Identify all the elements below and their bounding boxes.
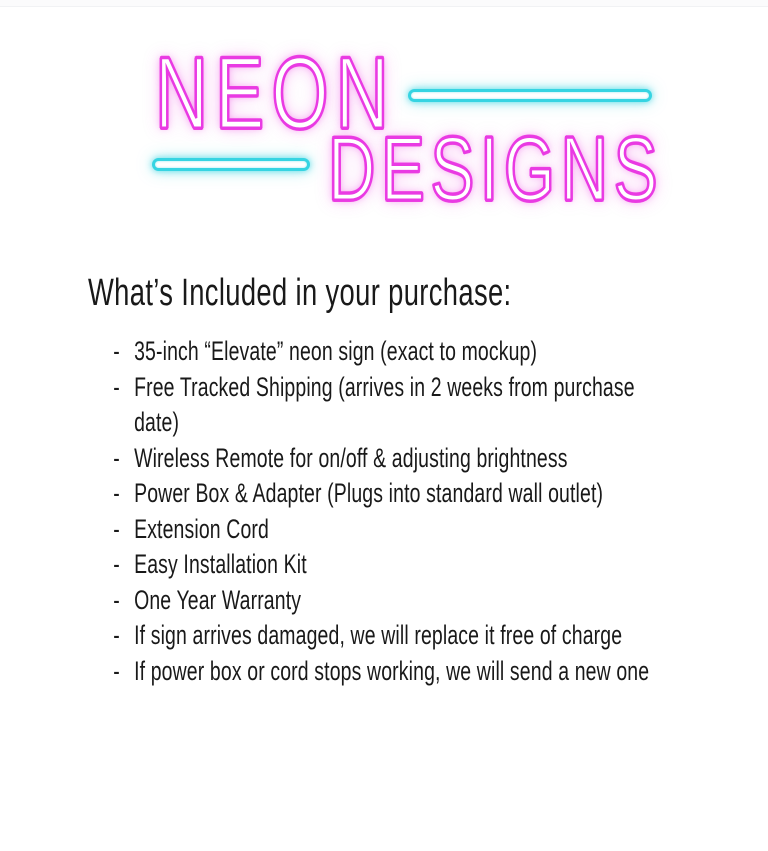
dash-bullet: - [113,442,120,473]
list-item-text: If sign arrives damaged, we will replace it free of charge [134,620,623,650]
page-title: What’s Included in your purchase: [88,272,512,314]
list-item-text: One Year Warranty [134,584,302,615]
neon-tube-line-icon [408,89,652,102]
brand-logo [0,0,768,235]
dash-bullet: - [113,336,120,366]
list-item [88,547,656,583]
dash-bullet: - [113,549,120,579]
list-item-text: Easy Installation Kit [134,549,307,579]
list-item-text: Free Tracked Shipping (arrives in 2 weeks from purchase date) [134,371,635,437]
list-item [88,654,656,690]
list-item [88,476,656,512]
list-item-text: Power Box & Adapter (Plugs into standard wall outlet) [134,478,604,508]
list-item [88,441,656,477]
dash-bullet: - [113,513,120,544]
list-item [88,512,656,548]
list-item [88,334,656,370]
brand-word-neon: NEON [155,36,396,150]
list-item-text: 35-inch “Elevate” neon sign (exact to mockup) [134,336,538,366]
dash-bullet: - [113,478,120,508]
brand-word-designs: DESIGNS [328,119,664,220]
list-item [88,618,656,654]
neon-tube-line-icon [152,158,310,171]
list-item [88,583,656,619]
dash-bullet: - [113,655,120,686]
included-list [88,334,671,689]
list-item [88,370,656,441]
list-item-text: Wireless Remote for on/off & adjusting brightness [134,442,568,473]
list-item-text: If power box or cord stops working, we will send a new one [134,655,650,686]
included-section [88,270,671,689]
list-item-text: Extension Cord [134,513,270,544]
dash-bullet: - [113,371,120,402]
dash-bullet: - [113,584,120,615]
dash-bullet: - [113,620,120,650]
